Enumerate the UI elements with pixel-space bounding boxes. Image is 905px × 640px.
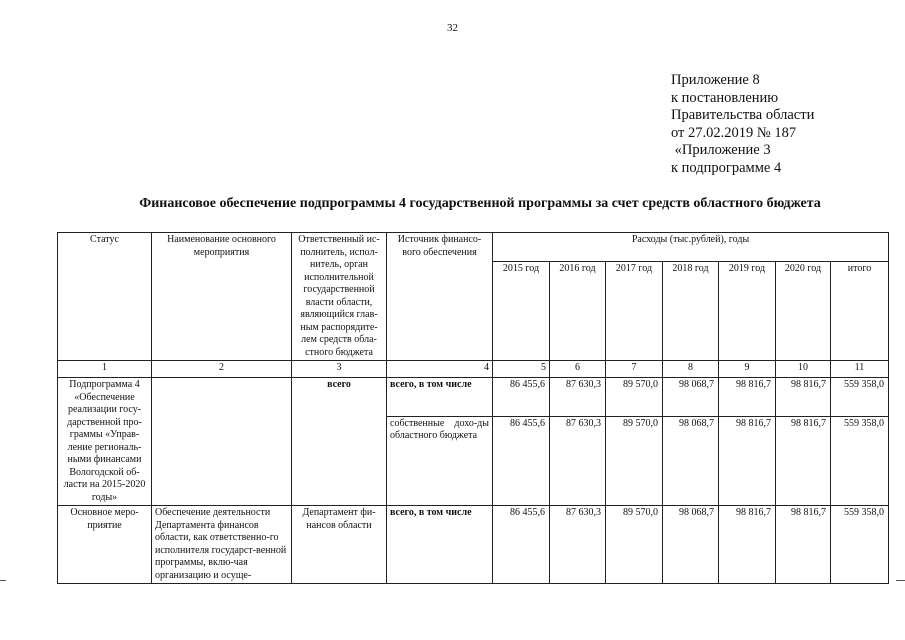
- table-row: [58, 506, 889, 584]
- appendix-line: к постановлению: [671, 89, 779, 106]
- document-title: Финансовое обеспечение подпрограммы 4 государственной программы за счет средств областного бюджета: [139, 196, 821, 211]
- column-number: 11: [831, 361, 889, 378]
- appendix-block: [671, 72, 814, 177]
- column-number-row: [58, 361, 889, 378]
- header-year: 2017 год: [606, 262, 663, 361]
- source-cell: всего, в том числе: [387, 506, 493, 584]
- value-cell: 98 816,7: [776, 378, 831, 417]
- value-cell: 98 068,7: [663, 378, 719, 417]
- header-year: 2015 год: [493, 262, 550, 361]
- value-cell: 87 630,3: [550, 506, 606, 584]
- value-cell: 98 816,7: [719, 378, 776, 417]
- activity-cell: [152, 378, 292, 506]
- column-number: 7: [606, 361, 663, 378]
- value-cell: 98 068,7: [663, 506, 719, 584]
- financing-table: [57, 232, 889, 584]
- page-number: 32: [447, 22, 458, 34]
- appendix-line: Приложение 8: [671, 72, 760, 88]
- column-number: 2: [152, 361, 292, 378]
- column-number: 4: [387, 361, 493, 378]
- total-cell: 559 358,0: [831, 378, 889, 417]
- scan-edge-mark: [896, 580, 905, 581]
- column-number: 9: [719, 361, 776, 378]
- value-cell: 98 816,7: [719, 416, 776, 505]
- column-number: 6: [550, 361, 606, 378]
- executor-cell: Департамент фи-нансов области: [292, 506, 387, 584]
- header-status: Статус: [58, 233, 152, 361]
- value-cell: 89 570,0: [606, 506, 663, 584]
- header-year: 2016 год: [550, 262, 606, 361]
- value-cell: 86 455,6: [493, 416, 550, 505]
- table-row: [58, 378, 889, 417]
- total-cell: 559 358,0: [831, 506, 889, 584]
- appendix-line: к подпрограмме 4: [671, 159, 782, 176]
- value-cell: 98 816,7: [776, 506, 831, 584]
- activity-cell: Обеспечение деятельности Департамента финансов области, как ответственно-го исполнителя государст-венной программы, вклю-чая организацию и осуще-: [152, 506, 292, 584]
- value-cell: 98 816,7: [776, 416, 831, 505]
- header-activity: Наименование основного мероприятия: [152, 233, 292, 361]
- value-cell: 86 455,6: [493, 378, 550, 417]
- total-cell: 559 358,0: [831, 416, 889, 505]
- column-number: 8: [663, 361, 719, 378]
- value-cell: 98 816,7: [719, 506, 776, 584]
- column-number: 3: [292, 361, 387, 378]
- header-year-total: итого: [831, 262, 889, 361]
- value-cell: 89 570,0: [606, 378, 663, 417]
- value-cell: 86 455,6: [493, 506, 550, 584]
- column-number: 1: [58, 361, 152, 378]
- status-cell: Подпрограмма 4 «Обеспечение реализации госу-дарственной про-граммы «Управ-ление региональ-ными финансами Вологодской об-ласти на 2015-2020 годы»: [58, 378, 152, 506]
- executor-cell: всего: [292, 378, 387, 506]
- header-row: [58, 233, 889, 262]
- scan-edge-mark: [0, 580, 6, 581]
- header-year: 2020 год: [776, 262, 831, 361]
- appendix-line: Правительства области: [671, 107, 815, 123]
- value-cell: 87 630,3: [550, 378, 606, 417]
- column-number: 10: [776, 361, 831, 378]
- source-cell: собственные дохо-ды областного бюджета: [387, 416, 493, 505]
- value-cell: 87 630,3: [550, 416, 606, 505]
- header-source: Источник финансо-вого обеспечения: [387, 233, 493, 361]
- status-cell: Основное меро-приятие: [58, 506, 152, 584]
- value-cell: 98 068,7: [663, 416, 719, 505]
- header-year: 2018 год: [663, 262, 719, 361]
- header-executor: Ответственный ис-полнитель, испол-нитель, орган исполнительной государственной власти области, являющийся глав-ным распорядите-лем средств обла-стного бюджета: [292, 233, 387, 361]
- appendix-line: «Приложение 3: [671, 142, 771, 158]
- appendix-line: от 27.02.2019 № 187: [671, 124, 797, 141]
- column-number: 5: [493, 361, 550, 378]
- header-year: 2019 год: [719, 262, 776, 361]
- value-cell: 89 570,0: [606, 416, 663, 505]
- source-cell: всего, в том числе: [387, 378, 493, 417]
- header-expenses: Расходы (тыс.рублей), годы: [493, 233, 889, 262]
